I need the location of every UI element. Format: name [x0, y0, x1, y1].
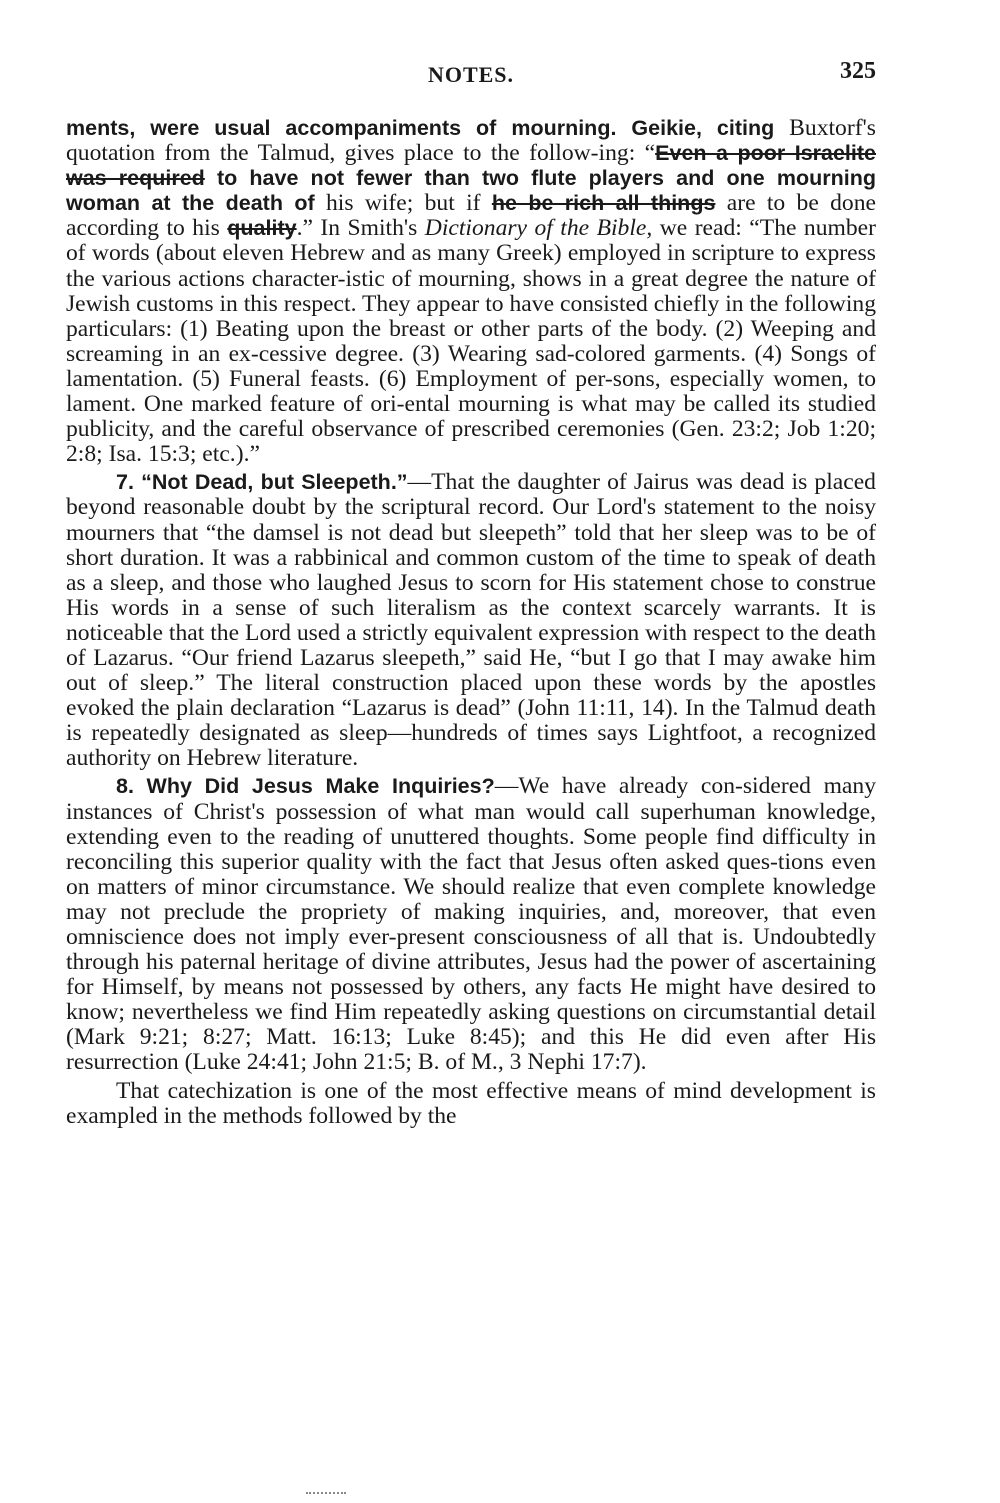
page-header	[66, 58, 876, 94]
text-run: to have not fewer than two flute players and one mourning woman at the death of	[66, 166, 876, 216]
note-8	[66, 774, 876, 1075]
paragraph-text: That catechization is one of the most effective means of mind development is exampled in the methods followed by the	[66, 1077, 876, 1129]
italic-title: Dictionary of the Bible,	[424, 215, 653, 242]
paragraph-catechization	[66, 1079, 876, 1129]
paragraph-mourning-customs	[66, 116, 876, 467]
footer-smudge	[306, 1492, 346, 1498]
struck-text: Even a poor Israelite was required	[66, 141, 876, 191]
running-title: NOTES.	[427, 62, 515, 87]
text-run: his wife; but if	[314, 190, 492, 217]
note-number: 8.	[116, 774, 134, 799]
text-run: .” In Smith's	[296, 215, 425, 242]
page-number: 325	[840, 58, 876, 84]
note-number: 7.	[116, 470, 134, 495]
note-text: —That the daughter of Jairus was dead is placed beyond reasonable doubt by the scriptural record. Our Lord's statement to the noisy mourners that “the damsel is not dead but sleepeth” told that her sleep was to be of short duration. It was a rabbinical and common custom of the time to speak of death as a sleep, and those who laughed Jesus to scorn for His statement chose to construe His words in a sense of such literalism as the context scarcely warrants. It is noticeable that the Lord used a strictly equivalent expression with respect to the death of Lazarus. “Our friend Lazarus sleepeth,” said He, “but I go that I may awake him out of sleep.” The literal construction placed upon these words by the apostles evoked the plain declaration “Lazarus is dead” (John 11:11, 14). In the Talmud death is repeatedly designated as sleep—hundreds of times says Lightfoot, a recognized authority on Hebrew literature.	[66, 469, 876, 772]
note-7	[66, 470, 876, 771]
body-text	[66, 116, 876, 1129]
struck-text: he be rich all things	[491, 191, 716, 216]
text-run: are to be done according to his	[66, 190, 876, 242]
text-run: ments, were usual accompaniments of mourning. Geikie, citing	[66, 116, 775, 140]
note-text: —We have already con-sidered many instances of Christ's possession of what man would call superhuman knowledge, extending even to the reading of unuttered thoughts. Some people find difficulty in reconciling this superior quality with the fact that Jesus often asked ques-tions even on matters of minor circumstance. We should realize that even complete knowledge may not preclude the propriety of making inquiries, and, moreover, that even omniscience does not imply ever-present consciousness of all that is. Undoubtedly through his paternal heritage of divine attributes, Jesus had the power of ascertaining for Himself, by means not possessed by others, any facts He might have desired to know; nevertheless we find Him repeatedly asking questions on circumstantial detail (Mark 9:21; 8:27; Matt. 16:13; Luke 8:45); and this He did even after His resurrection (Luke 24:41; John 21:5; B. of M., 3 Nephi 17:7).	[66, 773, 876, 1076]
text-run: we read: “The number of words (about eleven Hebrew and as many Greek) employed in scripture to express the various actions character-istic of mourning, shows in a great degree the nature of Jewish customs in this respect. They appear to have consisted chiefly in the following particulars: (1) Beating upon the breast or other parts of the body. (2) Weeping and screaming in an ex-cessive degree. (3) Wearing sad-colored garments. (4) Songs of lamentation. (5) Funeral feasts. (6) Employment of per-sons, especially women, to lament. One marked feature of ori-ental mourning is what may be called its studied publicity, and the careful observance of prescribed ceremonies (Gen. 23:2; Job 1:20; 2:8; Isa. 15:3; etc.).”	[66, 215, 876, 468]
text-run: Buxtorf's quotation from the Talmud, gives place to the follow-ing: “	[66, 115, 876, 167]
struck-text: quality	[227, 216, 297, 241]
page-content	[66, 58, 876, 1129]
note-heading: Why Did Jesus Make Inquiries?	[146, 774, 495, 799]
note-heading: “Not Dead, but Sleepeth.”	[141, 470, 408, 495]
